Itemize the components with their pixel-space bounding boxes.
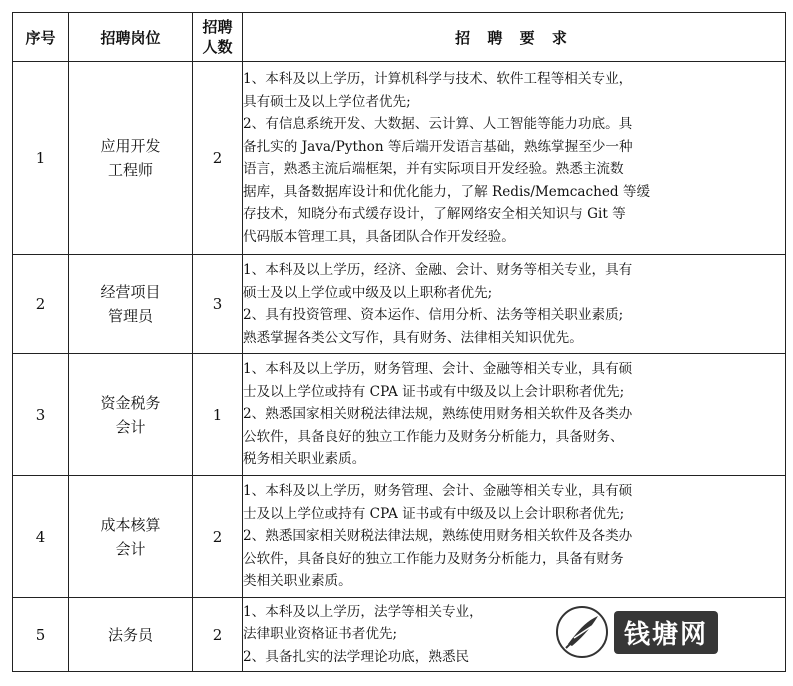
row-requirements: [243, 354, 786, 476]
requirement-line: 语言，熟悉主流后端框架，并有实际项目开发经验。熟悉主流数: [243, 161, 624, 177]
header-position: 招聘岗位: [69, 13, 193, 62]
row-position: [69, 598, 193, 672]
row-count: 3: [193, 255, 243, 354]
row-count: 2: [193, 598, 243, 672]
position-line: 会计: [115, 417, 146, 436]
requirement-line: 熟悉掌握各类公文写作，具有财务、法律相关知识优先。: [243, 329, 583, 346]
position-line: 经营项目: [100, 283, 161, 301]
row-no: 4: [13, 476, 69, 598]
requirement-line: 1、本科及以上学历，经济、金融、会计、财务等相关专业，具有: [243, 262, 633, 278]
table-row: [13, 62, 786, 255]
site-watermark: [554, 603, 744, 661]
quill-pen-icon: [554, 604, 610, 660]
requirement-line: 具有硕士及以上学位者优先;: [243, 93, 411, 110]
requirement-line: 1、本科及以上学历，计算机科学与技术、软件工程等相关专业，: [243, 71, 633, 87]
position-line: 法务员: [107, 625, 153, 644]
requirement-line: 备扎实的 Java/Python 等后端开发语言基础，熟练掌握至少一种: [243, 138, 633, 155]
table-header-row: [13, 13, 786, 62]
row-count: 1: [193, 354, 243, 476]
position-line: 资金税务: [100, 393, 161, 412]
requirement-line: 2、有信息系统开发、大数据、云计算、人工智能等能力功底。具: [243, 116, 633, 132]
requirement-line: 税务相关职业素质。: [243, 451, 366, 468]
row-position: [69, 476, 193, 598]
requirement-line: 2、熟悉国家相关财税法律法规，熟练使用财务相关软件及各类办: [243, 406, 633, 423]
position-line: 工程师: [107, 161, 153, 179]
row-requirements: [243, 476, 786, 598]
requirement-line: 据库，具备数据库设计和优化能力，了解 Redis/Memcached 等缓: [243, 183, 651, 200]
position-line: 成本核算: [100, 515, 161, 534]
watermark-text: 钱塘网: [614, 611, 718, 654]
row-no: 3: [13, 354, 69, 476]
position-line: 管理员: [107, 307, 153, 325]
requirement-line: 代码版本管理工具，具备团队合作开发经验。: [243, 228, 515, 245]
position-line: 应用开发: [100, 137, 161, 155]
recruitment-table: [12, 12, 786, 672]
requirement-line: 类相关职业素质。: [243, 573, 352, 590]
row-requirements: [243, 255, 786, 354]
requirement-line: 1、本科及以上学历，财务管理、会计、金融等相关专业，具有硕: [243, 483, 633, 500]
requirement-line: 1、本科及以上学历，法学等相关专业，: [243, 603, 483, 620]
position-line: 会计: [115, 539, 146, 558]
row-no: 2: [13, 255, 69, 354]
requirement-line: 1、本科及以上学历，财务管理、会计、金融等相关专业，具有硕: [243, 361, 633, 378]
requirement-line: 2、熟悉国家相关财税法律法规，熟练使用财务相关软件及各类办: [243, 528, 633, 545]
requirement-line: 公软件，具备良好的独立工作能力及财务分析能力，具备财务、: [243, 428, 624, 445]
table-row: [13, 476, 786, 598]
row-position: [69, 62, 193, 255]
header-count-line2: 人数: [202, 38, 233, 56]
row-position: [69, 255, 193, 354]
table-row: [13, 354, 786, 476]
header-requirements: 招 聘 要 求: [243, 13, 786, 62]
row-no: 5: [13, 598, 69, 672]
header-count-line1: 招聘: [202, 18, 233, 36]
requirement-line: 2、具备扎实的法学理论功底，熟悉民: [243, 648, 470, 665]
requirement-line: 硕士及以上学位或中级及以上职称者优先;: [243, 284, 493, 301]
table-row: [13, 255, 786, 354]
requirement-line: 士及以上学位或持有 CPA 证书或有中级及以上会计职称者优先;: [243, 383, 625, 400]
requirement-line: 公软件，具备良好的独立工作能力及财务分析能力，具备有财务: [243, 550, 624, 567]
row-count: 2: [193, 62, 243, 255]
row-requirements: [243, 62, 786, 255]
requirement-line: 存技术，知晓分布式缓存设计，了解网络安全相关知识与 Git 等: [243, 206, 626, 222]
row-position: [69, 354, 193, 476]
requirement-line: 法律职业资格证书者优先;: [243, 626, 398, 643]
row-count: 2: [193, 476, 243, 598]
header-count: [193, 13, 243, 62]
requirement-line: 2、具有投资管理、资本运作、信用分析、法务等相关职业素质;: [243, 307, 624, 323]
row-no: 1: [13, 62, 69, 255]
requirement-line: 士及以上学位或持有 CPA 证书或有中级及以上会计职称者优先;: [243, 505, 625, 522]
header-no: 序号: [13, 13, 69, 62]
